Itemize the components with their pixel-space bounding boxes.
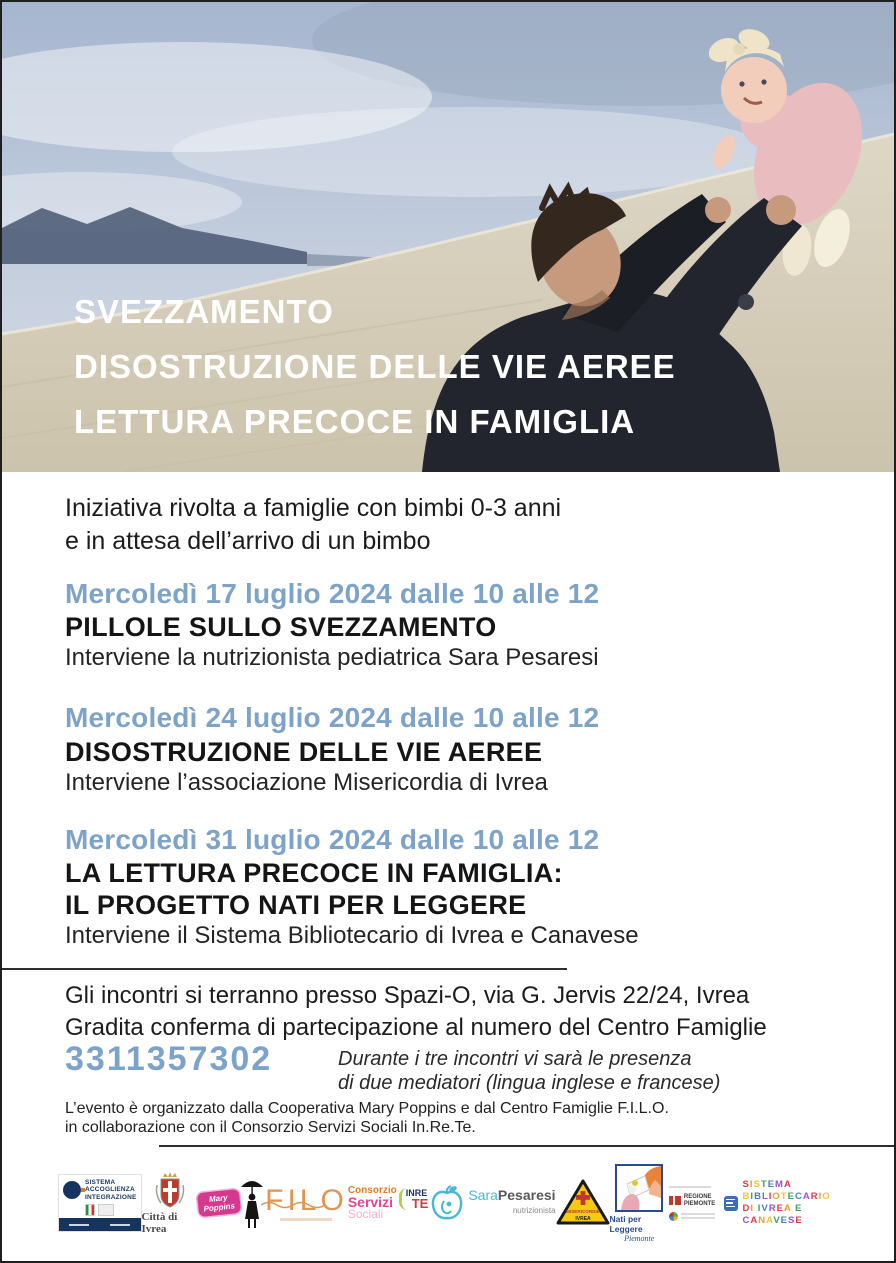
sbic-label-line-1: SISTEMA BIBLIOTECARIO [742, 1179, 831, 1202]
logo-misericordie [556, 1179, 610, 1227]
fondazione-text-bars [681, 1212, 715, 1221]
inrete-word-sociali: Sociali [347, 1207, 384, 1221]
misericordie-triangle-icon [556, 1179, 610, 1227]
logo-filo [265, 1183, 348, 1221]
hero-photo [2, 2, 894, 472]
npl-illustration-icon [615, 1164, 663, 1212]
event-1-speaker: Interviene la nutrizionista pediatrica Sara Pesaresi [65, 644, 599, 671]
event-3-date: Mercoledì 31 luglio 2024 dalle 10 alle 12 [65, 824, 600, 855]
piemonte-label: REGIONE PIEMONTE [683, 1193, 716, 1207]
fine-print-line-1: L’evento è organizzato dalla Cooperativa Mary Poppins e dal Centro Famiglie F.I.L.O. [65, 1100, 669, 1117]
event-3-title-line-1: LA LETTURA PRECOCE IN FAMIGLIA: [65, 858, 563, 888]
npl-region: Piemonte [624, 1233, 655, 1243]
sai-label-line-3: INTEGRAZIONE [85, 1193, 137, 1201]
logo-sara-pesaresi [430, 1185, 555, 1221]
mediators-line-1: Durante i tre incontri vi sarà le presenza [338, 1048, 692, 1070]
partner-logos-strip [58, 1160, 866, 1246]
pesaresi-apple-icon [430, 1185, 464, 1221]
pesaresi-subtitle: nutrizionista [512, 1206, 556, 1215]
sbic-label-line-2: DI IVREA E CANAVESE [742, 1203, 803, 1226]
pesaresi-last-name: Pesaresi [497, 1187, 556, 1203]
inrete-badge-bottom: TE [411, 1196, 429, 1211]
ivrea-label: Città di Ivrea [141, 1211, 178, 1235]
mary-poppins-label-line-2: Poppins [202, 1201, 235, 1214]
logo-consorzio-inrete [348, 1186, 431, 1220]
event-1-title: PILLOLE SULLO SVEZZAMENTO [65, 612, 497, 642]
phone-number: 3311357302 [65, 1040, 273, 1078]
piemonte-flag-icon [669, 1196, 681, 1205]
filo-tagline-bar [280, 1218, 332, 1221]
mary-poppins-badge [196, 1189, 240, 1217]
hero-title-line-1: SVEZZAMENTO [74, 293, 334, 330]
fine-print-line-2: in collaborazione con il Consorzio Servizi Sociali In.Re.Te. [65, 1119, 476, 1136]
sbic-wordmark [743, 1179, 866, 1227]
sai-label-line-1: SISTEMA [85, 1178, 116, 1186]
ivrea-coat-of-arms-icon [155, 1171, 185, 1209]
event-3-title-line-2: IL PROGETTO NATI PER LEGGERE [65, 890, 527, 920]
event-3-speaker: Interviene il Sistema Bibliotecario di Ivrea e Canavese [65, 922, 639, 949]
event-2-title: DISOSTRUZIONE DELLE VIE AEREE [65, 737, 543, 767]
logo-regione-piemonte [669, 1186, 724, 1221]
inrete-wordmark [348, 1186, 397, 1220]
pesaresi-wordmark [468, 1188, 555, 1218]
inrete-word-consorzio: Consorzio [347, 1185, 397, 1196]
hero-title-line-3: LETTURA PRECOCE IN FAMIGLIA [74, 403, 636, 440]
confirm-line: Gradita conferma di partecipazione al numero del Centro Famiglie [65, 1014, 767, 1041]
inrete-badge-top: INRE [405, 1188, 428, 1198]
baby-head [721, 57, 787, 123]
logo-nati-per-leggere [610, 1164, 669, 1243]
sai-label-line-2: ACCOGLIENZA [85, 1186, 135, 1194]
man-hand-left [705, 197, 731, 223]
inrete-word-servizi: Servizi [347, 1194, 393, 1210]
logo-mary-poppins [198, 1175, 266, 1231]
intro-line-2: e in attesa dell’arrivo di un bimbo [65, 527, 431, 555]
mediators-line-2: di due mediatori (lingua inglese e francese) [338, 1072, 721, 1094]
sbic-book-icon [724, 1196, 738, 1211]
misericordie-city: IVREA [574, 1216, 591, 1222]
filo-wave-icon [261, 1200, 325, 1210]
inrete-badge [399, 1188, 431, 1210]
logo-sai [58, 1174, 142, 1233]
fondazione-pinwheel-icon [669, 1212, 678, 1221]
man-hand-right [766, 195, 796, 225]
event-1-date: Mercoledì 17 luglio 2024 dalle 10 alle 12 [65, 578, 600, 609]
event-2-speaker: Interviene l’associazione Misericordia di Ivrea [65, 769, 548, 796]
logo-sistema-bibliotecario [724, 1179, 866, 1227]
separator-line-top [2, 968, 567, 970]
mary-poppins-label-line-1: Mary [208, 1193, 228, 1204]
separator-line-bottom [159, 1145, 896, 1147]
misericordie-label: MISERICORDIE [565, 1209, 600, 1214]
pesaresi-first-name: Sara [468, 1187, 498, 1203]
event-2-date: Mercoledì 24 luglio 2024 dalle 10 alle 12 [65, 702, 600, 733]
sai-circle-icon [63, 1181, 81, 1199]
venue-line: Gli incontri si terranno presso Spazi-O, via G. Jervis 22/24, Ivrea [65, 982, 750, 1009]
npl-label: Nati per Leggere [609, 1213, 643, 1234]
logo-citta-di-ivrea [142, 1171, 198, 1235]
hero-titles [74, 284, 676, 449]
hero-title-line-2: DISOSTRUZIONE DELLE VIE AEREE [74, 348, 676, 385]
filo-wordmark: FILO [265, 1183, 348, 1217]
sai-flag-icons [59, 1202, 141, 1218]
jacket-button [738, 294, 754, 310]
intro-line-1: Iniziativa rivolta a famiglie con bimbi 0-3 anni [65, 494, 562, 522]
sai-footer-bar [59, 1218, 141, 1231]
piemonte-promo-line [669, 1186, 711, 1188]
